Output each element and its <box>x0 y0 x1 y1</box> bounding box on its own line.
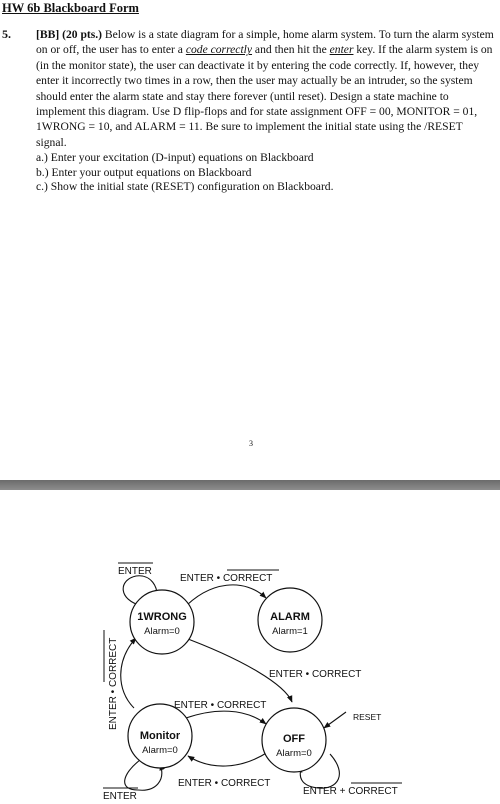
label-wrong-to-off: ENTER • CORRECT <box>269 669 362 680</box>
page-divider <box>0 480 500 490</box>
problem-text-part-1: Below is a state diagram for a simple, home alarm system. To turn the alarm system on or off, the user has to enter a <box>36 28 494 57</box>
label-off-to-monitor: ENTER • CORRECT <box>178 778 271 789</box>
transition-wrong-to-alarm <box>182 585 266 610</box>
label-wrong-to-alarm-correct: CORRECT <box>222 573 273 584</box>
question-parts-list <box>36 151 334 195</box>
state-monitor-name: Monitor <box>139 730 181 742</box>
emphasis-enter: enter <box>329 43 354 57</box>
question-part-c: c.) Show the initial state (RESET) configuration on Blackboard. <box>36 180 334 193</box>
label-off-self-enter: ENTER + <box>303 786 349 797</box>
transition-monitor-to-off <box>186 711 266 724</box>
state-monitor-output: Alarm=0 <box>142 745 178 756</box>
document-title: HW 6b Blackboard Form <box>2 1 139 15</box>
transition-monitor-to-wrong <box>121 638 136 708</box>
problem-text-part-3: key. If the alarm system is on (in the monitor state), the user can deactivate it by entering the code correctly. If, however, they enter it incorrectly two times in a row, then the user may actually be an intruder, so the system should enter the alarm state and stay there forever (until reset). Design a state machine to implement this diagram. Use D flip-flops and for state assignment OFF = 00, MONITOR = 01, 1WRONG = 10, and ALARM = 11. Be sure to implement the initial state using the /RESET signal. <box>36 43 493 149</box>
label-monitor-self: ENTER <box>103 791 137 802</box>
state-off-output: Alarm=0 <box>276 748 312 759</box>
question-part-b: b.) Enter your output equations on Blackboard <box>36 165 252 179</box>
state-1wrong-output: Alarm=0 <box>144 626 180 637</box>
problem-tag: [BB] (20 pts.) <box>36 28 103 41</box>
problem-statement <box>36 27 494 150</box>
problem-number: 5. <box>2 27 11 41</box>
state-alarm-name: ALARM <box>270 611 310 623</box>
problem-text-part-2: and then hit the <box>252 43 330 57</box>
state-alarm-output: Alarm=1 <box>272 626 308 637</box>
label-wrong-to-alarm <box>180 573 272 584</box>
state-diagram <box>0 490 500 804</box>
transition-off-to-monitor <box>188 752 268 766</box>
label-monitor-to-wrong: ENTER • CORRECT <box>108 637 119 730</box>
page-number: 3 <box>249 439 253 448</box>
label-reset: RESET <box>353 712 382 722</box>
label-wrong-self: ENTER <box>118 566 152 577</box>
label-off-self-correct: CORRECT <box>348 786 398 797</box>
label-off-self <box>303 786 398 797</box>
label-wrong-to-alarm-enter: ENTER • <box>180 573 223 584</box>
state-1wrong-name: 1WRONG <box>137 611 187 623</box>
reset-arrow <box>324 712 346 728</box>
state-off-name: OFF <box>283 733 305 745</box>
emphasis-code-correctly: code correctly <box>185 43 253 57</box>
question-part-a: a.) Enter your excitation (D-input) equations on Blackboard <box>36 151 314 164</box>
label-monitor-to-off: ENTER • CORRECT <box>174 700 267 711</box>
